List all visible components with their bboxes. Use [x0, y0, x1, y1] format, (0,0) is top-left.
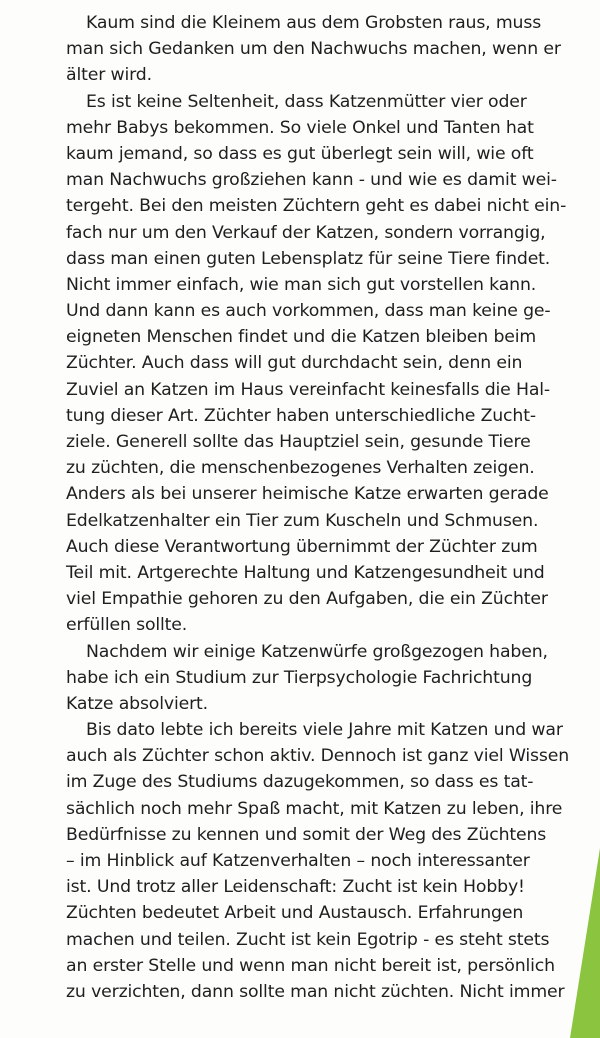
paragraph-2 [66, 89, 572, 639]
text-line: zu züchten, die menschenbezogenes Verhalten zeigen. [66, 458, 535, 479]
text-line: Teil mit. Artgerechte Haltung und Katzengesundheit und [66, 562, 545, 583]
text-line: mehr Babys bekommen. So viele Onkel und Tanten hat [66, 117, 534, 138]
text-line: viel Empathie gehoren zu den Aufgaben, die ein Züchter [66, 589, 548, 610]
text-line: Es ist keine Seltenheit, dass Katzenmütter vier oder [86, 91, 527, 112]
text-line: habe ich ein Studium zur Tierpsychologie Fachrichtung [66, 667, 533, 688]
text-line: machen und teilen. Zucht ist kein Egotrip - es steht stets [66, 929, 550, 950]
green-accent-stripe [570, 848, 600, 1038]
text-line: Edelkatzenhalter ein Tier zum Kuscheln und Schmusen. [66, 510, 539, 531]
paragraph-4 [66, 717, 572, 1005]
text-line: fach nur um den Verkauf der Katzen, sondern vorrangig, [66, 222, 546, 243]
text-line: man sich Gedanken um den Nachwuchs machen, wenn er [66, 39, 561, 60]
text-line: tung dieser Art. Züchter haben unterschiedliche Zucht- [66, 405, 536, 426]
text-line: älter wird. [66, 65, 152, 86]
text-line: erfüllen sollte. [66, 615, 188, 636]
text-line: im Zuge des Studiums dazugekommen, so dass es tat- [66, 772, 534, 793]
text-line: eigneten Menschen findet und die Katzen bleiben beim [66, 327, 537, 348]
text-line: – im Hinblick auf Katzenverhalten – noch interessanter [66, 851, 530, 871]
text-line: Auch diese Verantwortung übernimmt der Züchter zum [66, 536, 538, 557]
text-line: Nachdem wir einige Katzenwürfe großgezogen haben, [86, 641, 548, 662]
text-line: Bis dato lebte ich bereits viele Jahre mit Katzen und war [86, 720, 563, 741]
text-line: auch als Züchter schon aktiv. Dennoch ist ganz viel Wissen [66, 746, 570, 767]
text-line: zu verzichten, dann sollte man nicht züchten. Nicht immer [66, 981, 565, 1002]
text-line: an erster Stelle und wenn man nicht bereit ist, persönlich [66, 955, 555, 976]
text-line: ist. Und trotz aller Leidenschaft: Zucht ist kein Hobby! [66, 877, 525, 898]
text-line: man Nachwuchs großziehen kann - und wie es damit wei- [66, 170, 557, 191]
text-line: sächlich noch mehr Spaß macht, mit Katzen zu leben, ihre [66, 798, 563, 819]
paragraph-3 [66, 639, 572, 718]
text-line: kaum jemand, so dass es gut überlegt sein will, wie oft [66, 143, 534, 164]
text-line: Und dann kann es auch vorkommen, dass man keine ge- [66, 301, 551, 322]
text-line: Züchter. Auch dass will gut durchdacht sein, denn ein [66, 353, 523, 374]
text-line: Kaum sind die Kleinem aus dem Grobsten raus, muss [86, 13, 542, 33]
text-line: Zuviel an Katzen im Haus vereinfacht keinesfalls die Hal- [66, 379, 551, 400]
paragraph-1 [66, 10, 572, 89]
text-line: Züchten bedeutet Arbeit und Austausch. Erfahrungen [66, 903, 524, 924]
text-line: Bedürfnisse zu kennen und somit der Weg des Züchtens [66, 824, 547, 845]
body-text [66, 10, 572, 1005]
text-line: Nicht immer einfach, wie man sich gut vorstellen kann. [66, 274, 537, 295]
text-line: dass man einen guten Lebensplatz für seine Tiere findet. [66, 248, 551, 269]
text-line: tergeht. Bei den meisten Züchtern geht es dabei nicht ein- [66, 196, 567, 217]
text-line: Katze absolviert. [66, 693, 209, 714]
text-line: ziele. Generell sollte das Hauptziel sein, gesunde Tiere [66, 432, 531, 452]
text-line: Anders als bei unserer heimische Katze erwarten gerade [66, 484, 549, 505]
